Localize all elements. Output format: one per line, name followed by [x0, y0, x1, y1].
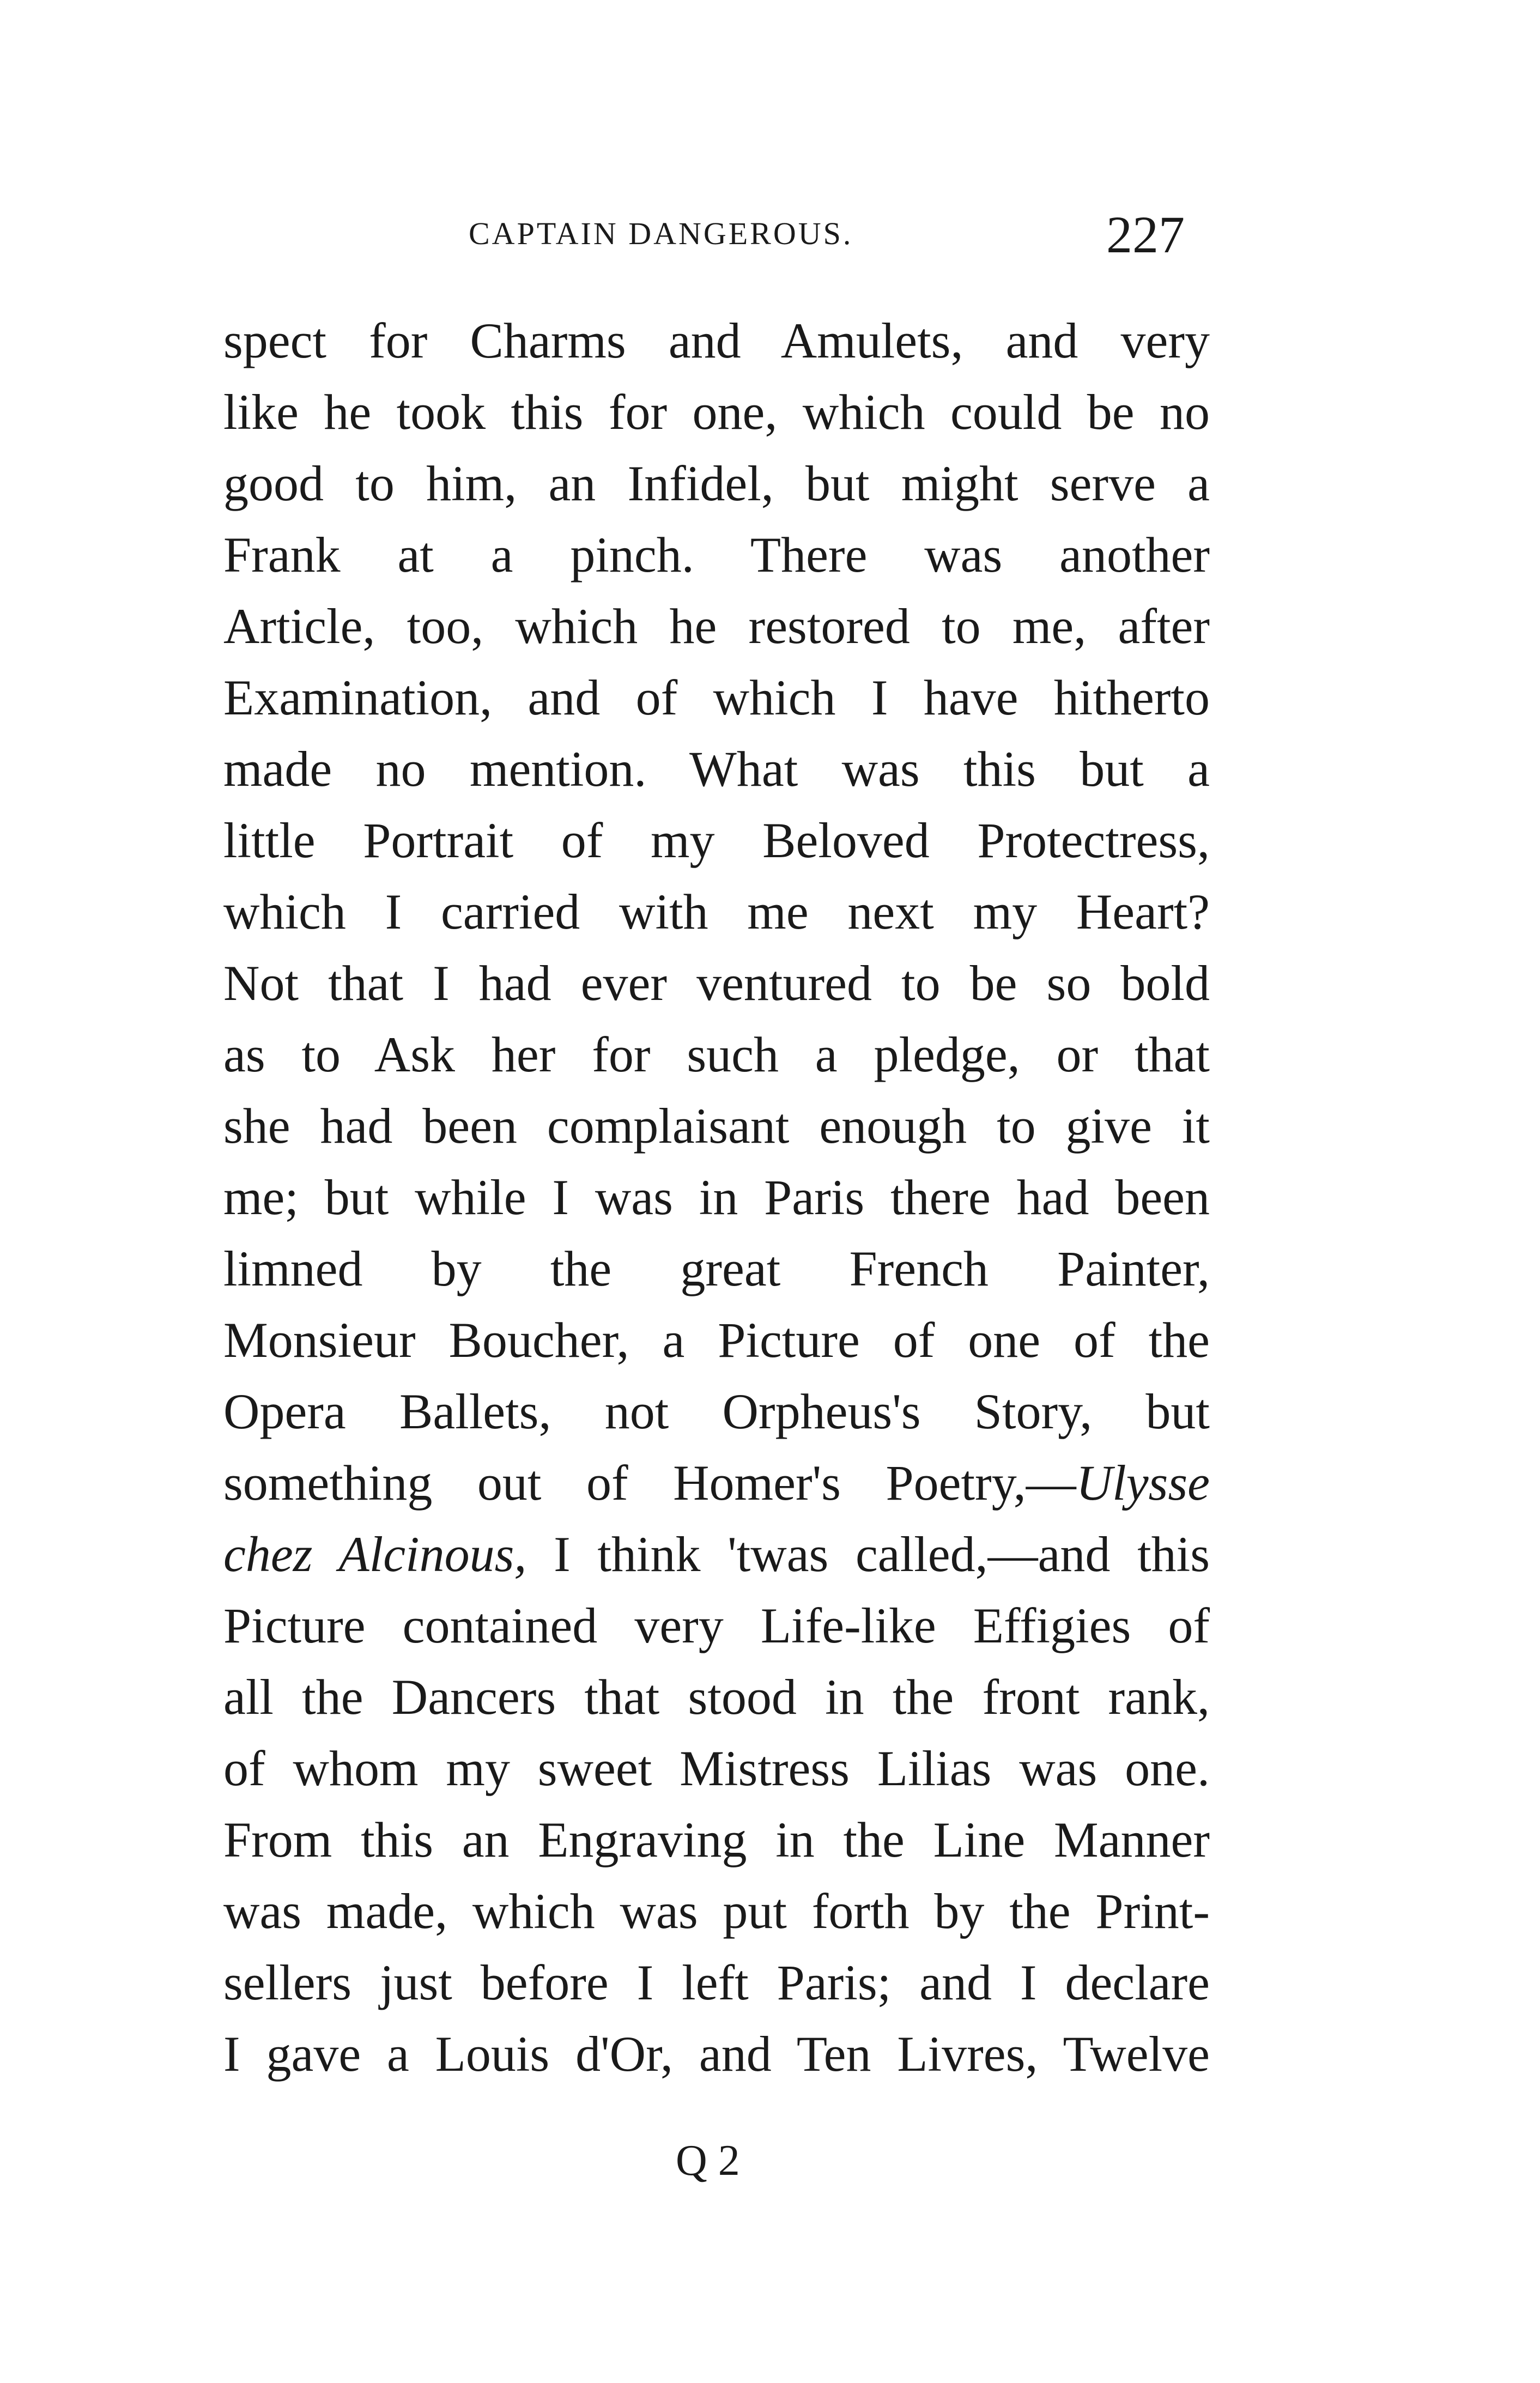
text-line: I gave a Louis d'Or, and Ten Livres, Twelve	[223, 2026, 1210, 2082]
text-line: which I carried with me next my Heart?	[223, 884, 1210, 939]
text-line: all the Dancers that stood in the front rank,	[223, 1669, 1210, 1725]
text-line: limned by the great French Painter,	[223, 1241, 1210, 1296]
text-line: Picture contained very Life-like Effigies of	[223, 1598, 1210, 1653]
text-line: of whom my sweet Mistress Lilias was one.	[223, 1741, 1210, 1796]
text-line-mixed	[223, 1447, 1210, 1519]
text-line: like he took this for one, which could be no	[223, 384, 1210, 440]
text-line: Not that I had ever ventured to be so bold	[223, 955, 1210, 1011]
text-line: as to Ask her for such a pledge, or that	[223, 1027, 1210, 1082]
italic-title-run: chez Alcinous,	[223, 1526, 527, 1582]
text-line: little Portrait of my Beloved Protectress,	[223, 812, 1210, 868]
text-line: she had been complaisant enough to give it	[223, 1098, 1210, 1154]
text-line: Monsieur Boucher, a Picture of one of the	[223, 1312, 1210, 1368]
italic-title-run: Ulysse	[1076, 1455, 1210, 1511]
text-line: Frank at a pinch. There was another	[223, 527, 1210, 583]
text-line: Opera Ballets, not Orpheus's Story, but	[223, 1384, 1210, 1439]
text-line: Article, too, which he restored to me, after	[223, 598, 1210, 654]
text-line: me; but while I was in Paris there had been	[223, 1169, 1210, 1225]
text-line-mixed	[223, 1519, 1210, 1590]
text-run: I think 'twas called,—and this	[526, 1526, 1210, 1582]
signature-mark: Q 2	[676, 2137, 740, 2185]
text-line: was made, which was put forth by the Print-	[223, 1883, 1210, 1939]
text-line: Examination, and of which I have hitherto	[223, 670, 1210, 725]
body-text	[223, 305, 1210, 2090]
text-line: sellers just before I left Paris; and I declare	[223, 1955, 1210, 2010]
text-run: something out of Homer's Poetry,—	[223, 1455, 1076, 1511]
text-line: spect for Charms and Amulets, and very	[223, 313, 1210, 368]
page-number: 227	[1106, 205, 1185, 264]
text-line: good to him, an Infidel, but might serve a	[223, 456, 1210, 511]
running-head: CAPTAIN DANGEROUS.	[469, 216, 853, 251]
text-line: From this an Engraving in the Line Manner	[223, 1812, 1210, 1867]
text-line: made no mention. What was this but a	[223, 741, 1210, 797]
